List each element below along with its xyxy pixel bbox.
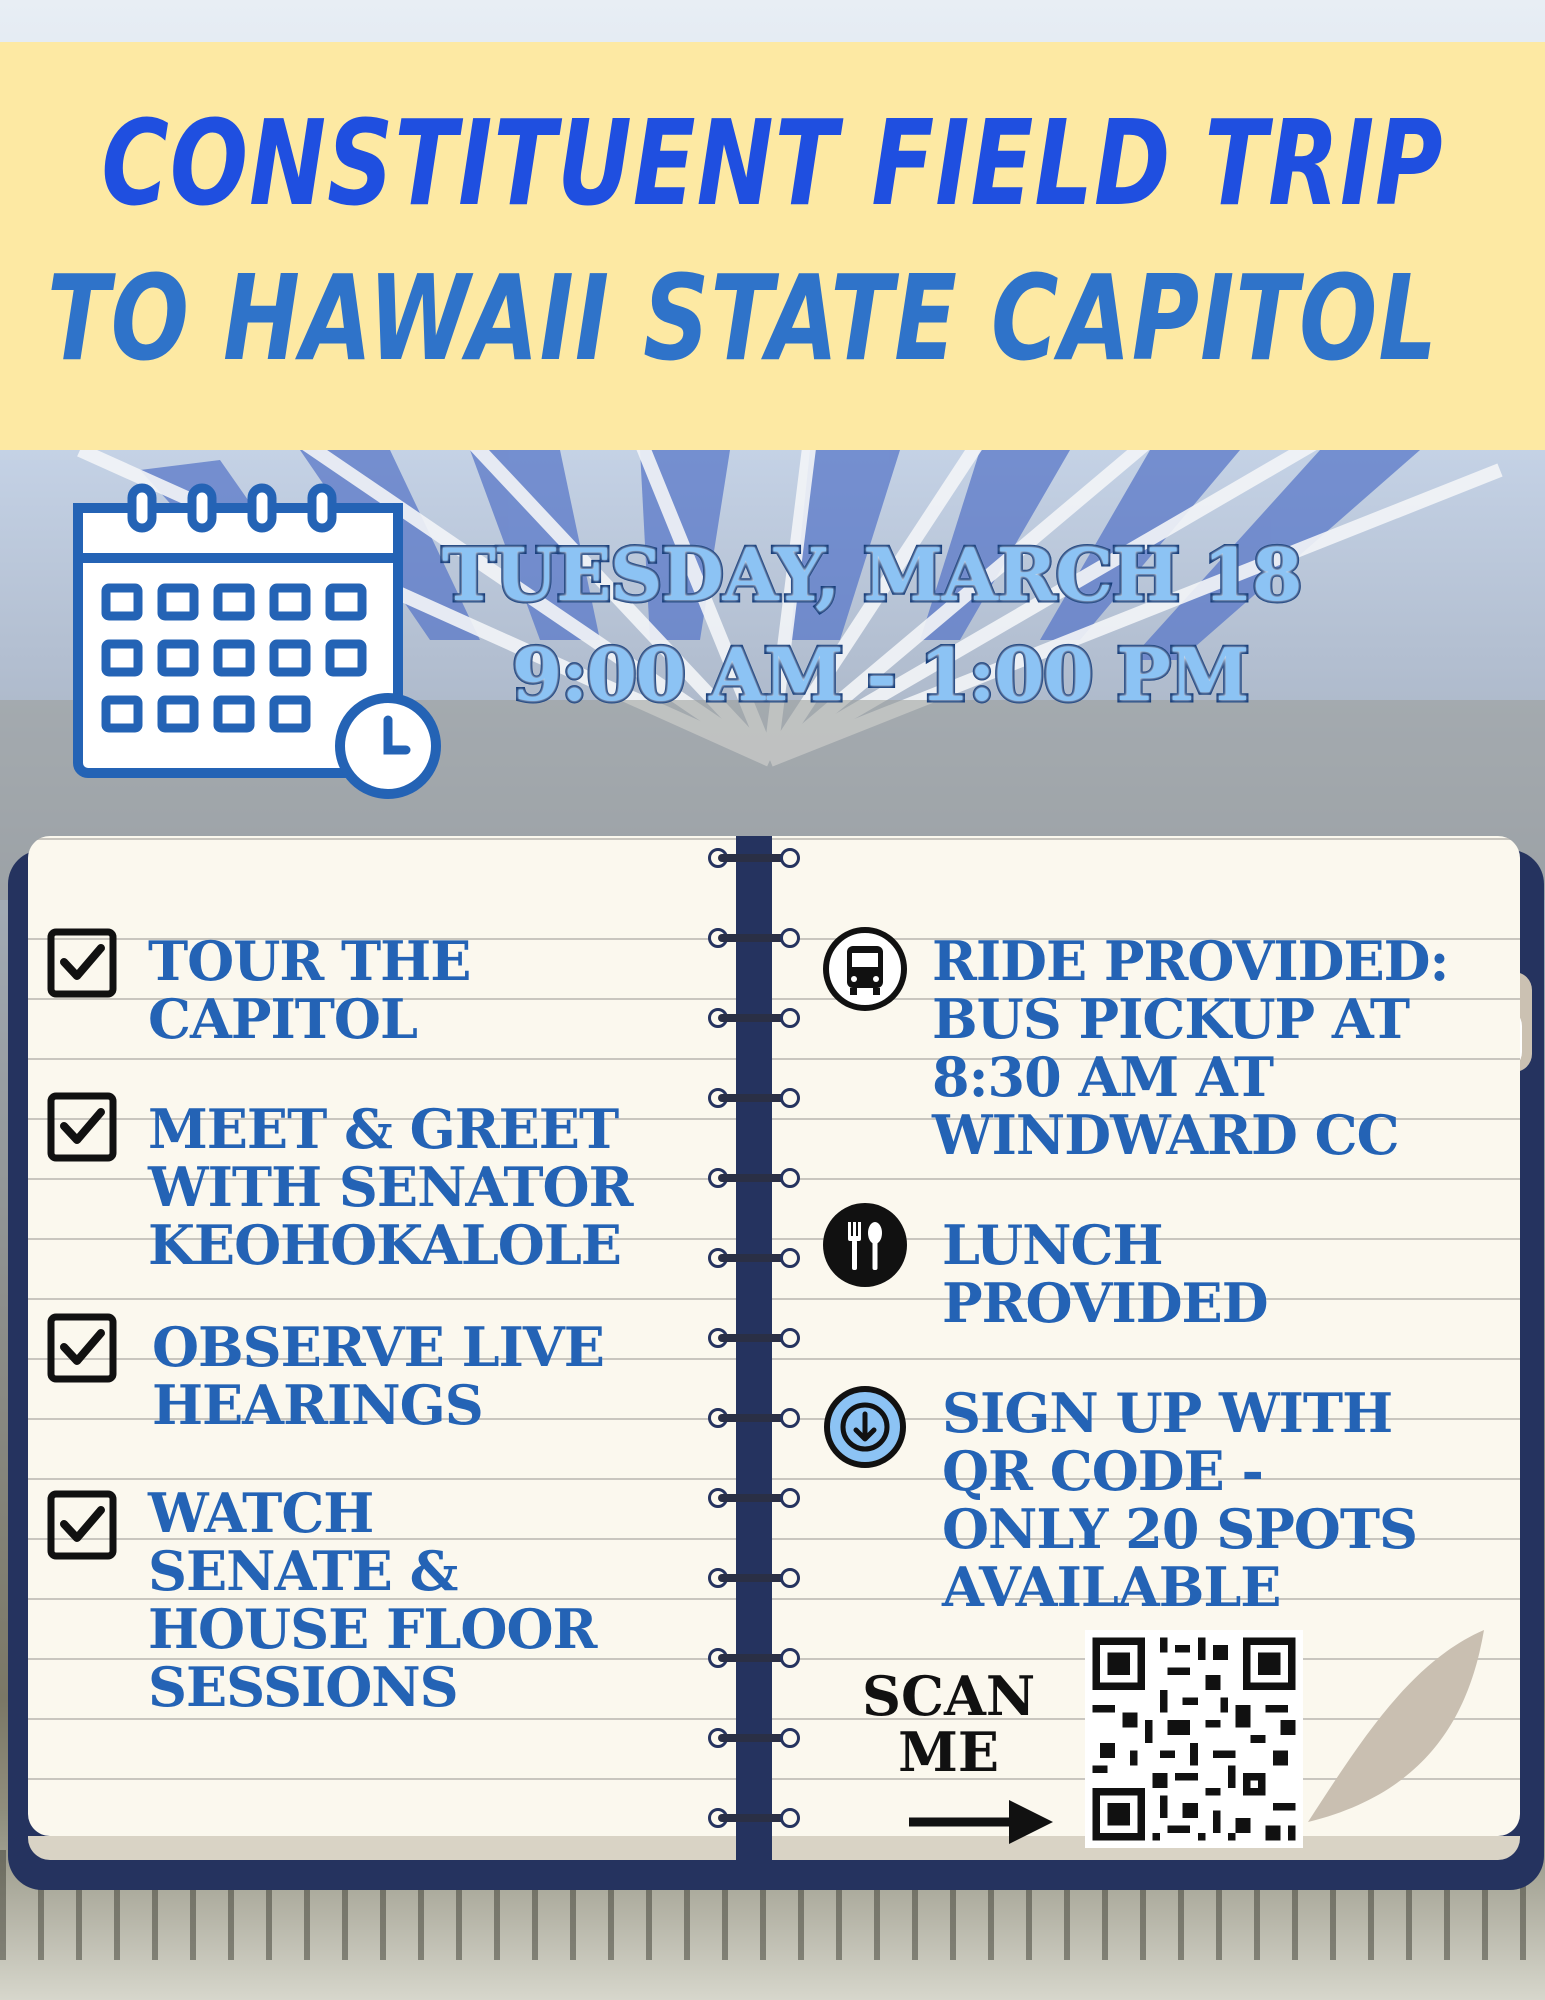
event-time: 9:00 AM - 1:00 PM	[512, 632, 1249, 717]
activity-item-hearings	[152, 1315, 604, 1437]
detail-line: PROVIDED	[942, 1271, 1268, 1335]
download-arrow-icon	[822, 1384, 908, 1470]
detail-line: 8:30 AM AT	[932, 1045, 1274, 1109]
detail-item-signup	[942, 1381, 1418, 1619]
activity-line: MEET & GREET	[148, 1097, 619, 1161]
detail-line: RIDE PROVIDED:	[932, 929, 1449, 993]
spiral-ring	[708, 1008, 800, 1028]
bus-icon	[822, 926, 908, 1012]
spiral-ring	[708, 1088, 800, 1108]
activity-line: SESSIONS	[148, 1655, 458, 1719]
right-arrow-icon	[905, 1794, 1055, 1850]
detail-line: SIGN UP WITH	[942, 1381, 1393, 1445]
detail-line: BUS PICKUP AT	[932, 987, 1410, 1051]
activity-item-floor-sessions	[148, 1481, 597, 1719]
spiral-ring	[708, 1568, 800, 1588]
detail-line: ONLY 20 SPOTS	[942, 1497, 1418, 1561]
activity-line: OBSERVE LIVE	[152, 1315, 604, 1379]
activity-line: SENATE &	[148, 1539, 458, 1603]
page-curl-decoration	[1300, 1622, 1490, 1832]
spiral-ring	[708, 1808, 800, 1828]
event-date: TUESDAY, MARCH 18	[442, 532, 1302, 617]
spiral-ring	[708, 848, 800, 868]
activity-item-tour	[148, 929, 471, 1051]
scan-line-1: SCAN	[862, 1664, 1036, 1728]
activity-line: WITH SENATOR	[148, 1155, 633, 1219]
detail-line: AVAILABLE	[942, 1555, 1281, 1619]
scan-line-2: ME	[898, 1720, 1000, 1784]
checkbox-checked-icon	[47, 1092, 117, 1162]
title-line-1: CONSTITUENT FIELD TRIP	[101, 95, 1444, 232]
activity-line: TOUR THE	[148, 929, 471, 993]
activity-item-meet-greet	[148, 1097, 633, 1277]
detail-line: WINDWARD CC	[932, 1103, 1399, 1167]
activity-line: KEOHOKALOLE	[148, 1213, 621, 1277]
spiral-ring	[708, 1248, 800, 1268]
activity-line: CAPITOL	[148, 987, 417, 1051]
spiral-ring	[708, 1408, 800, 1428]
scan-me-label	[862, 1664, 1036, 1784]
spiral-ring	[708, 1488, 800, 1508]
signup-qr-code[interactable]	[1085, 1630, 1303, 1848]
activity-line: HEARINGS	[152, 1373, 483, 1437]
title-line-2: TO HAWAII STATE CAPITOL	[47, 250, 1438, 387]
checkbox-checked-icon	[47, 1313, 117, 1383]
activity-line: HOUSE FLOOR	[148, 1597, 597, 1661]
utensils-icon	[822, 1202, 908, 1288]
checkbox-checked-icon	[47, 928, 117, 998]
spiral-ring	[708, 1648, 800, 1668]
spiral-ring	[708, 1728, 800, 1748]
detail-line: LUNCH	[942, 1213, 1163, 1277]
spiral-ring	[708, 1328, 800, 1348]
spiral-ring	[708, 928, 800, 948]
detail-item-ride	[932, 929, 1449, 1167]
calendar-clock-icon	[72, 478, 447, 808]
detail-line: QR CODE -	[942, 1439, 1263, 1503]
spiral-ring	[708, 1168, 800, 1188]
activity-line: WATCH	[148, 1481, 374, 1545]
notebook-spine	[736, 836, 772, 1876]
checkbox-checked-icon	[47, 1490, 117, 1560]
detail-item-lunch	[942, 1213, 1268, 1335]
